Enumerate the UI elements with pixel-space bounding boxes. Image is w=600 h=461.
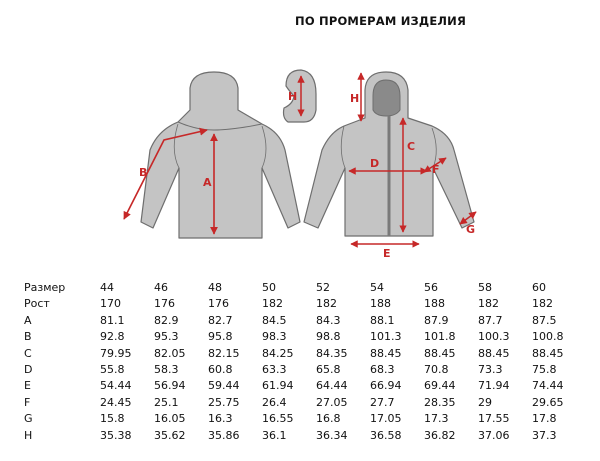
table-cell: 182: [316, 297, 337, 311]
table-cell: 64.44: [316, 379, 348, 393]
table-cell: 92.8: [100, 330, 125, 344]
measure-f-label: F: [432, 163, 440, 176]
row-label: C: [24, 346, 32, 360]
table-cell: 170: [100, 297, 121, 311]
measure-d-label: D: [370, 157, 380, 170]
table-cell: 69.44: [424, 379, 456, 393]
row-label: B: [24, 330, 32, 344]
table-cell: 84.35: [316, 346, 348, 360]
table-cell: 176: [154, 297, 175, 311]
table-cell: 65.8: [316, 363, 341, 377]
measure-a-label: A: [203, 176, 212, 189]
table-cell: 16.05: [154, 412, 186, 426]
table-cell: 95.3: [154, 330, 179, 344]
table-cell: 98.3: [262, 330, 287, 344]
table-row: [24, 280, 586, 296]
table-cell: 27.7: [370, 395, 395, 409]
table-cell: 17.05: [370, 412, 402, 426]
table-cell: 176: [208, 297, 229, 311]
table-cell: 27.05: [316, 395, 348, 409]
table-cell: 16.55: [262, 412, 294, 426]
table-cell: 88.45: [424, 346, 456, 360]
table-cell: 82.15: [208, 346, 240, 360]
table-cell: 37.3: [532, 428, 557, 442]
table-cell: 29: [478, 395, 492, 409]
table-cell: 25.75: [208, 395, 240, 409]
table-cell: 81.1: [100, 313, 125, 327]
table-cell: 101.3: [370, 330, 402, 344]
table-cell: 35.86: [208, 428, 240, 442]
row-label: D: [24, 363, 33, 377]
row-label: A: [24, 313, 32, 327]
table-cell: 61.94: [262, 379, 294, 393]
table-cell: 36.58: [370, 428, 402, 442]
table-cell: 17.8: [532, 412, 557, 426]
table-cell: 98.8: [316, 330, 341, 344]
table-cell: 82.05: [154, 346, 186, 360]
table-row: [24, 411, 586, 427]
table-cell: 75.8: [532, 363, 557, 377]
table-cell: 182: [532, 297, 553, 311]
table-cell: 25.1: [154, 395, 179, 409]
row-label: F: [24, 395, 31, 409]
measure-h-hood-label: H: [288, 90, 298, 103]
row-label: E: [24, 379, 31, 393]
table-cell: 100.3: [478, 330, 510, 344]
measure-c-label: C: [407, 140, 416, 153]
measure-b-label: B: [139, 166, 148, 179]
table-cell: 88.1: [370, 313, 395, 327]
table-cell: 82.7: [208, 313, 233, 327]
table-cell: 88.45: [370, 346, 402, 360]
row-label: Рост: [24, 297, 50, 311]
table-cell: 63.3: [262, 363, 287, 377]
table-cell: 28.35: [424, 395, 456, 409]
table-cell: 44: [100, 281, 114, 294]
table-row: [24, 313, 586, 329]
row-label: G: [24, 412, 33, 426]
jacket-back-view: [124, 72, 300, 238]
table-cell: 56: [424, 281, 438, 294]
table-cell: 101.8: [424, 330, 456, 344]
table-cell: 36.82: [424, 428, 456, 442]
hood-side-view: [284, 70, 317, 122]
table-row: [24, 395, 586, 411]
table-cell: 84.5: [262, 313, 287, 327]
measure-h-label: H: [350, 92, 360, 105]
table-cell: 17.55: [478, 412, 510, 426]
table-cell: 73.3: [478, 363, 503, 377]
table-cell: 58: [478, 281, 492, 294]
table-cell: 84.25: [262, 346, 294, 360]
table-row: [24, 296, 586, 312]
table-cell: 87.9: [424, 313, 449, 327]
table-cell: 71.94: [478, 379, 510, 393]
table-cell: 87.7: [478, 313, 503, 327]
table-cell: 56.94: [154, 379, 186, 393]
table-cell: 29.65: [532, 395, 564, 409]
page-title: ПО ПРОМЕРАМ ИЗДЕЛИЯ: [295, 14, 467, 28]
table-cell: 188: [424, 297, 445, 311]
table-cell: 54: [370, 281, 384, 294]
table-row: [24, 428, 586, 444]
table-cell: 37.06: [478, 428, 510, 442]
table-cell: 87.5: [532, 313, 557, 327]
table-cell: 59.44: [208, 379, 240, 393]
table-cell: 182: [478, 297, 499, 311]
table-cell: 70.8: [424, 363, 449, 377]
table-cell: 84.3: [316, 313, 341, 327]
measure-e-label: E: [383, 247, 391, 260]
table-cell: 182: [262, 297, 283, 311]
table-cell: 54.44: [100, 379, 132, 393]
table-cell: 100.8: [532, 330, 564, 344]
table-cell: 60.8: [208, 363, 233, 377]
table-cell: 58.3: [154, 363, 179, 377]
size-table-body: [24, 280, 586, 444]
size-table: [24, 280, 586, 444]
table-cell: 52: [316, 281, 330, 294]
row-label: H: [24, 428, 33, 442]
table-cell: 66.94: [370, 379, 402, 393]
table-cell: 88.45: [532, 346, 564, 360]
table-cell: 95.8: [208, 330, 233, 344]
row-label: Размер: [24, 281, 66, 294]
jacket-front-view: [304, 72, 476, 260]
table-cell: 26.4: [262, 395, 287, 409]
table-cell: 188: [370, 297, 391, 311]
table-cell: 16.8: [316, 412, 341, 426]
table-cell: 36.34: [316, 428, 348, 442]
table-row: [24, 378, 586, 394]
table-cell: 74.44: [532, 379, 564, 393]
table-cell: 48: [208, 281, 222, 294]
table-cell: 16.3: [208, 412, 233, 426]
table-cell: 50: [262, 281, 276, 294]
measure-g-label: G: [466, 223, 476, 236]
table-cell: 35.38: [100, 428, 132, 442]
table-cell: 79.95: [100, 346, 132, 360]
table-row: [24, 329, 586, 345]
table-cell: 17.3: [424, 412, 449, 426]
table-row: [24, 362, 586, 378]
table-row: [24, 346, 586, 362]
table-cell: 35.62: [154, 428, 186, 442]
table-cell: 60: [532, 281, 546, 294]
table-cell: 55.8: [100, 363, 125, 377]
table-cell: 82.9: [154, 313, 179, 327]
table-cell: 68.3: [370, 363, 395, 377]
table-cell: 46: [154, 281, 168, 294]
table-cell: 36.1: [262, 428, 287, 442]
table-cell: 24.45: [100, 395, 132, 409]
table-cell: 88.45: [478, 346, 510, 360]
table-cell: 15.8: [100, 412, 125, 426]
